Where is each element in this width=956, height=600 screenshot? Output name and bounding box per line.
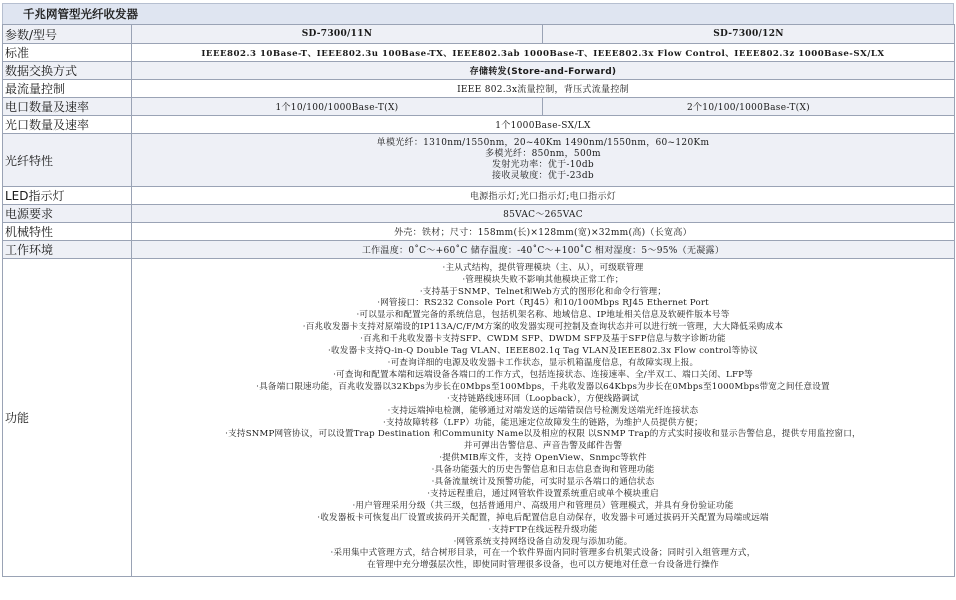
func-line: ·收发器卡支持Q-in-Q Double Tag VLAN、IEEE802.1q Tag VLAN及IEEE802.3x Flow control等协议: [328, 346, 758, 357]
func-line: ·支持基于SNMP、Telnet和Web方式的图形化和命令行管理；: [419, 286, 667, 297]
power-value: 85VAC～265VAC: [132, 205, 955, 223]
row-env: [3, 241, 955, 259]
func-line: ·网管接口：RS232 Console Port（RJ45）和10/100Mbps RJ45 Ethernet Port: [377, 298, 709, 309]
func-line: ·用户管理采用分级（共三级，包括普通用户、高级用户和管理员）管理模式，并具有身份验证功能: [352, 500, 734, 511]
row-flow: [3, 80, 955, 98]
fiber-line: 单模光纤：1310nm/1550nm，20~40Km 1490nm/1550nm，60~120Km: [376, 137, 710, 148]
standard-value: IEEE802.3 10Base-T、IEEE802.3u 100Base-TX、IEEE802.3ab 1000Base-T、IEEE802.3x Flow Control、IEEE802.3z 1000Base-SX/LX: [132, 44, 955, 62]
spec-table: [2, 24, 955, 577]
oport-value: 1个1000Base-SX/LX: [132, 116, 955, 134]
func-line: ·支持远端掉电检测，能够通过对端发送的远端错误信号检测发送端光纤连接状态: [387, 405, 699, 416]
row-label: LED指示灯: [3, 187, 132, 205]
func-line: ·可查询和配置本端和远端设备各端口的工作方式，包括连接状态、连接速率、全/半双工、端口关闭、LFP等: [333, 369, 753, 380]
row-label: 数据交换方式: [3, 62, 132, 80]
func-line: ·百兆收发器卡支持对原端设的IP113A/C/F/M方案的收发器实现可控制及查询状态并可以进行统一管理，大大降低采购成本: [302, 322, 784, 333]
func-value: [132, 259, 955, 577]
row-label: 工作环境: [3, 241, 132, 259]
flow-value: IEEE 802.3x流量控制，背压式流量控制: [132, 80, 955, 98]
spec-sheet: [2, 3, 954, 577]
func-line: ·支持链路线速环回（Loopback），方便线路调试: [447, 393, 639, 404]
eport-right: 2个10/100/1000Base-T(X): [543, 98, 955, 116]
row-label: 功能: [3, 259, 132, 577]
func-line: ·提供MIB库文件，支持 OpenView、Snmpc等软件: [439, 453, 647, 464]
func-line: ·支持故障转移（LFP）功能，能迅速定位故障发生的链路，为维护人员提供方便；: [383, 417, 703, 428]
func-line: ·可以显示和配置完备的系统信息，包括机架名称、地域信息、IP地址相关信息及软硬件版本号等: [356, 310, 730, 321]
row-func: [3, 259, 955, 577]
row-standard: [3, 44, 955, 62]
func-line: ·具备流量统计及预警功能，可实时显示各端口的通信状态: [431, 477, 655, 488]
func-line: ·收发器板卡可恢复出厂设置或拔码开关配置，掉电后配置信息自动保存，收发器卡可通过拔码开关配置为局端或远端: [317, 512, 769, 523]
func-line: ·管理模块失败不影响其他模块正常工作；: [462, 274, 624, 285]
row-label: 标准: [3, 44, 132, 62]
row-fiber: [3, 134, 955, 187]
func-line: ·采用集中式管理方式，结合树形目录，可在一个软件界面内同时管理多台机架式设备；同时引入组管理方式，: [330, 548, 756, 559]
fiber-value: [132, 134, 955, 187]
func-line: ·具备功能强大的历史告警信息和日志信息查询和管理功能: [431, 465, 655, 476]
row-label: 参数/型号: [3, 25, 132, 44]
row-power: [3, 205, 955, 223]
env-value: 工作温度：0˚C～+60˚C 储存温度：-40˚C～+100˚C 相对湿度：5～95%（无凝露）: [132, 241, 955, 259]
row-label: 电源要求: [3, 205, 132, 223]
func-line: ·主从式结构，提供管理模块（主、从），可级联管理: [442, 262, 644, 273]
row-label: 机械特性: [3, 223, 132, 241]
row-model: [3, 25, 955, 44]
row-label: 光纤特性: [3, 134, 132, 187]
row-eport: [3, 98, 955, 116]
row-label: 电口数量及速率: [3, 98, 132, 116]
func-line: 在管理中充分增强层次性，即使同时管理很多设备，也可以方便地对任意一台设备进行操作: [367, 560, 719, 571]
fiber-line: 接收灵敏度：优于-23db: [492, 171, 594, 182]
row-label: 光口数量及速率: [3, 116, 132, 134]
model-left: SD-7300/11N: [132, 25, 543, 44]
table-title: 千兆网管型光纤收发器: [2, 3, 954, 24]
fiber-line: 发射光功率：优于-10db: [492, 160, 594, 170]
mech-value: 外壳：铁材；尺寸：158mm(长)×128mm(宽)×32mm(高)（长宽高）: [132, 223, 955, 241]
switching-value: 存储转发(Store-and-Forward): [132, 62, 955, 80]
func-line: ·具备端口限速功能，百兆收发器以32Kbps为步长在0Mbps至100Mbps，千兆收发器以64Kbps为步长在0Mbps至1000Mbps带宽之间任意设置: [256, 381, 830, 392]
led-value: 电源指示灯;光口指示灯;电口指示灯: [132, 187, 955, 205]
model-right: SD-7300/12N: [543, 25, 955, 44]
row-mech: [3, 223, 955, 241]
func-line: ·支持FTP在线远程升级功能: [488, 524, 598, 535]
row-led: [3, 187, 955, 205]
eport-left: 1个10/100/1000Base-T(X): [132, 98, 543, 116]
row-switching: [3, 62, 955, 80]
func-line: ·支持远程重启，通过网管软件设置系统重启或单个模块重启: [427, 488, 659, 499]
func-line: ·可查询详细的电源及收发器卡工作状态，显示机箱温度信息，有故障实现上报。: [387, 357, 699, 368]
row-label: 最流量控制: [3, 80, 132, 98]
row-oport: [3, 116, 955, 134]
func-line: ·网管系统支持网络设备自动发现与添加功能。: [453, 536, 633, 547]
func-line: 并可弹出告警信息、声音告警及邮件告警: [463, 441, 623, 452]
func-line: ·百兆和千兆收发器卡支持SFP、CWDM SFP、DWDM SFP及基于SFP信息与数字诊断功能: [360, 334, 726, 345]
func-line: ·支持SNMP网管协议，可以设置Trap Destination 和Community Name以及相应的权限 以SNMP Trap的方式实时接收和显示告警信息，提供专用监控窗口，: [225, 429, 861, 440]
fiber-line: 多模光纤：850nm，500m: [485, 148, 601, 159]
